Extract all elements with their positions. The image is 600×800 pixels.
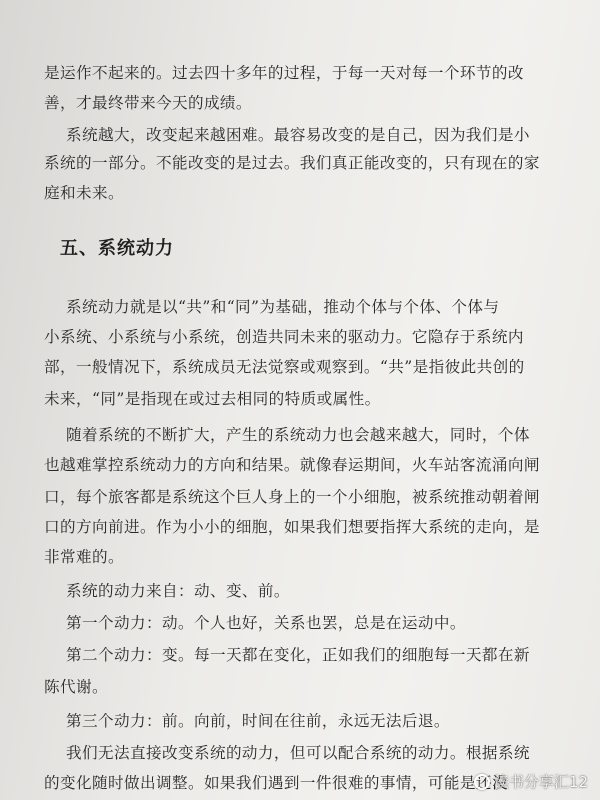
text-line: 系统的一部分。不能改变的是过去。我们真正能改变的，只有现在的家 (44, 154, 540, 172)
text-line: 善，才最终带来今天的成绩。 (44, 94, 252, 112)
text-line: 系统越大，改变起来越困难。最容易改变的是自己，因为我们是小 (66, 126, 530, 144)
text-line: 部，一般情况下，系统成员无法觉察或观察到。“共”是指彼此共创的 (44, 358, 525, 376)
text-line: 第一个动力：动。个人也好，关系也罢，总是在运动中。 (66, 614, 466, 632)
text-line: 我们无法直接改变系统的动力，但可以配合系统的动力。根据系统 (66, 744, 530, 762)
text-line: 第三个动力：前。向前，时间在往前，永远无法后退。 (66, 712, 450, 730)
text-line: 系统动力就是以“共”和“同”为基础，推动个体与个体、个体与 (66, 298, 500, 316)
section-heading: 五、系统动力 (60, 238, 174, 259)
text-line: 陈代谢。 (44, 678, 108, 696)
text-line: 口，每个旅客都是系统这个巨人身上的一个小细胞，被系统推动朝着闸 (44, 488, 540, 506)
chat-bubble-icon (474, 774, 490, 790)
text-line: 的变化随时做出调整。如果我们遇到一件很难的事情，可能是还没 (44, 774, 508, 792)
text-line: 是运作不起来的。过去四十多年的过程，于每一天对每一个环节的改 (44, 64, 524, 82)
text-line: 庭和未来。 (44, 184, 124, 202)
text-line: 系统的动力来自：动、变、前。 (66, 582, 290, 600)
text-line: 未来，“同”是指现在或过去相同的特质或属性。 (44, 390, 381, 408)
text-line: 随着系统的不断扩大，产生的系统动力也会越来越大，同时，个体 (66, 426, 530, 444)
text-line: 也越难掌控系统动力的方向和结果。就像春运期间，火车站客流涌向闸 (44, 456, 540, 474)
watermark (474, 771, 588, 792)
text-line: 第二个动力：变。每一天都在变化，正如我们的细胞每一天都在新 (66, 646, 530, 664)
text-line: 非常难的。 (44, 548, 124, 566)
text-line: 小系统、小系统与小系统，创造共同未来的驱动力。它隐存于系统内 (44, 328, 524, 346)
watermark-text: 读书分享汇12 (493, 773, 588, 791)
text-line: 口的方向前进。作为小小的细胞，如果我们想要指挥大系统的走向，是 (44, 518, 540, 536)
